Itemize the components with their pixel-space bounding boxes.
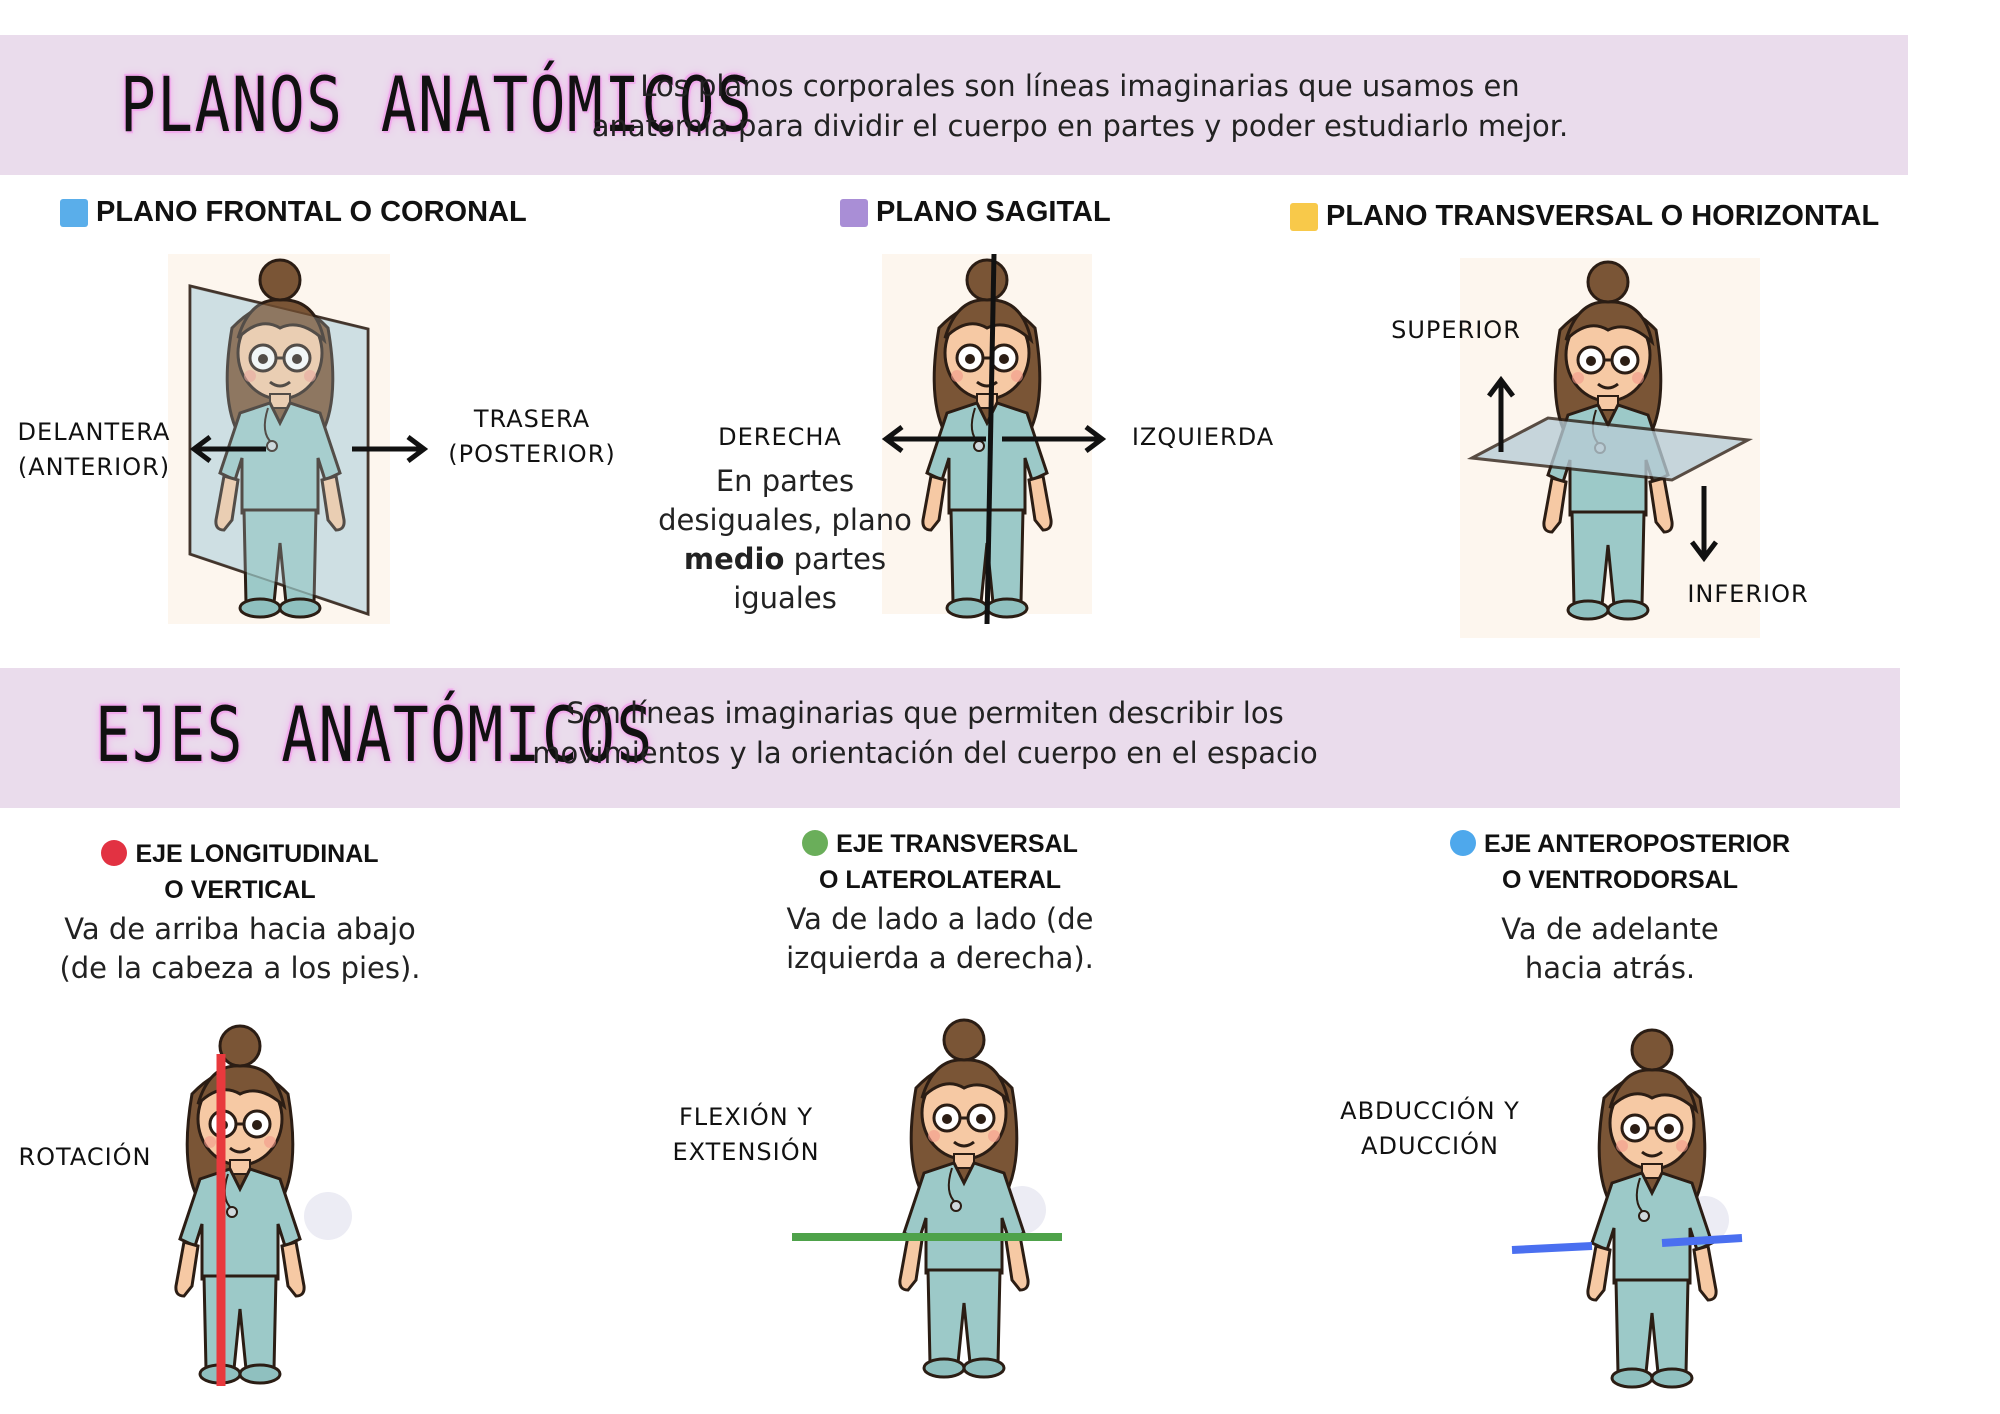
longitudinal-desc-line-1: Va de arriba hacia abajo — [64, 912, 416, 946]
sagittal-note — [640, 462, 930, 618]
frontal-posterior-label-2: (POSTERIOR) — [448, 440, 616, 468]
transverse-superior-label: SUPERIOR — [1391, 316, 1521, 344]
transverse-axis-heading-text-1: EJE TRANSVERSAL — [836, 830, 1078, 858]
planes-title: PLANOS ANATÓMICOS — [120, 60, 754, 149]
planes-intro-line-1: Los planos corporales son líneas imaginarias que usamos en — [640, 69, 1520, 103]
sagittal-right-arrow — [880, 424, 990, 454]
sagittal-left-arrow — [1000, 424, 1110, 454]
frontal-posterior-label-1: TRASERA — [473, 405, 591, 433]
axes-intro — [500, 693, 1350, 773]
sagittal-note-line-1: En partes — [715, 464, 855, 498]
frontal-anterior-label-2: (ANTERIOR) — [17, 453, 171, 481]
flexion-extension-label — [656, 1100, 836, 1170]
abduction-label-2: ADUCCIÓN — [1361, 1132, 1499, 1160]
transverse-inferior-label: INFERIOR — [1687, 580, 1809, 608]
frontal-anterior-arrow — [188, 434, 268, 464]
frontal-plane-heading — [60, 196, 527, 229]
sagittal-plane-heading — [840, 196, 1111, 229]
frontal-plane-heading-text: PLANO FRONTAL O CORONAL — [96, 196, 527, 228]
sagittal-note-line-3 — [640, 540, 930, 579]
transverse-superior-arrow — [1486, 374, 1516, 454]
transverse-axis-heading-line-2: O LATEROLATERAL — [818, 866, 1062, 894]
frontal-posterior-arrow — [350, 434, 430, 464]
planes-intro-line-2: anatomía para dividir el cuerpo en partes y poder estudiarlo mejor. — [591, 109, 1569, 143]
longitudinal-axis-heading-line-1 — [60, 836, 420, 872]
transverse-desc-line-1: Va de lado a lado (de — [786, 902, 1094, 936]
transverse-axis-heading — [760, 826, 1120, 898]
anteroposterior-axis-heading-text-1: EJE ANTEROPOSTERIOR — [1483, 830, 1791, 858]
rotation-label: ROTACIÓN — [18, 1143, 152, 1171]
anteroposterior-axis-color-dot — [1450, 830, 1476, 856]
anteroposterior-desc-line-2: hacia atrás. — [1524, 951, 1696, 985]
sagittal-right-label: DERECHA — [718, 423, 842, 451]
longitudinal-axis-heading-line-2: O VERTICAL — [164, 876, 316, 904]
transverse-plane-heading — [1290, 200, 1879, 233]
sagittal-plane-heading-text: PLANO SAGITAL — [876, 196, 1111, 228]
transverse-axis-heading-line-1 — [760, 826, 1120, 862]
longitudinal-axis-heading — [60, 836, 420, 908]
transverse-axis-description — [740, 900, 1140, 978]
anteroposterior-axis-heading-line-2: O VENTRODORSAL — [1501, 866, 1739, 894]
transverse-desc-line-2: izquierda a derecha). — [786, 941, 1094, 975]
anteroposterior-axis-heading-line-1 — [1440, 826, 1800, 862]
sagittal-note-line-2: desiguales, plano — [658, 503, 912, 537]
longitudinal-axis-figure — [128, 1016, 368, 1396]
planes-intro — [560, 66, 1600, 146]
axes-title: EJES ANATÓMICOS — [95, 690, 654, 779]
longitudinal-axis-color-dot — [101, 840, 127, 866]
transverse-plane-color-swatch — [1290, 203, 1318, 231]
frontal-anterior-label-1: DELANTERA — [17, 418, 171, 446]
anteroposterior-axis-figure — [1500, 1020, 1750, 1400]
axes-intro-line-2: movimientos y la orientación del cuerpo en el espacio — [532, 736, 1318, 770]
longitudinal-axis-description — [30, 910, 450, 988]
abduction-label-1: ABDUCCIÓN Y — [1340, 1097, 1520, 1125]
anteroposterior-axis-description — [1460, 910, 1760, 988]
longitudinal-desc-line-2: (de la cabeza a los pies). — [59, 951, 421, 985]
transverse-plane-heading-text: PLANO TRANSVERSAL O HORIZONTAL — [1326, 200, 1880, 232]
transverse-axis-color-dot — [802, 830, 828, 856]
sagittal-note-bold: medio — [683, 542, 785, 576]
transverse-inferior-arrow — [1689, 484, 1719, 564]
transverse-axis-figure — [790, 1010, 1070, 1390]
frontal-posterior-label — [432, 402, 632, 472]
axes-intro-line-1: Son líneas imaginarias que permiten describir los — [566, 696, 1284, 730]
abduction-adduction-label — [1320, 1094, 1540, 1164]
sagittal-left-label: IZQUIERDA — [1131, 423, 1275, 451]
flexion-label-1: FLEXIÓN Y — [679, 1103, 813, 1131]
sagittal-note-line-3-rest: partes — [784, 542, 887, 576]
sagittal-note-line-4: iguales — [733, 581, 837, 615]
anteroposterior-axis-heading — [1440, 826, 1800, 898]
longitudinal-axis-heading-text-1: EJE LONGITUDINAL — [135, 840, 379, 868]
frontal-plane-color-swatch — [60, 199, 88, 227]
flexion-label-2: EXTENSIÓN — [672, 1138, 820, 1166]
sagittal-plane-color-swatch — [840, 199, 868, 227]
frontal-anterior-label — [0, 415, 188, 485]
anteroposterior-desc-line-1: Va de adelante — [1501, 912, 1719, 946]
